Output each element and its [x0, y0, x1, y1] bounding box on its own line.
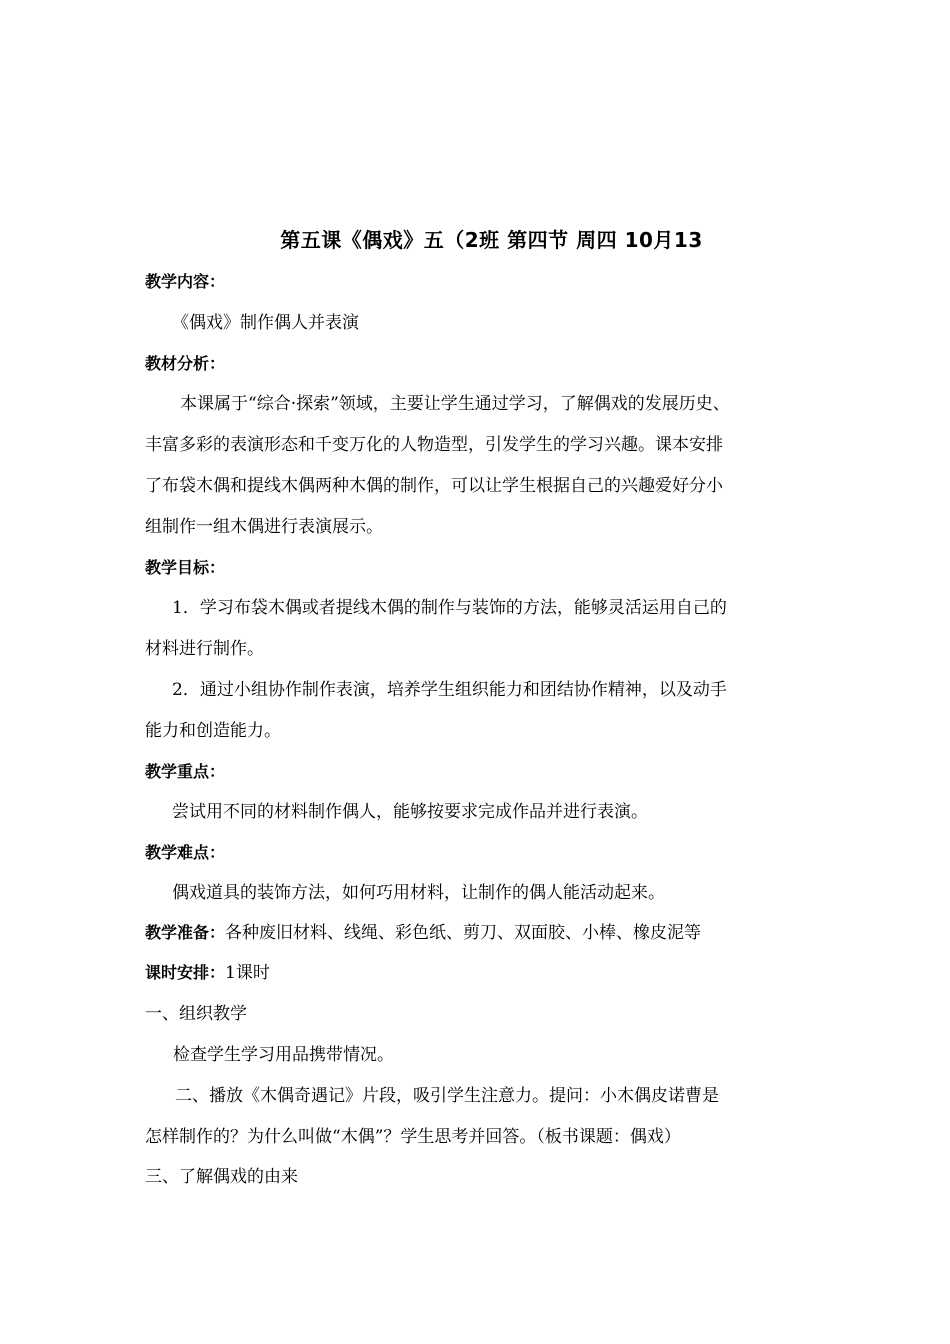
schedule-row: [145, 962, 270, 984]
goals-line: 能力和创造能力。: [145, 721, 281, 741]
goals-line: 2．通过小组协作制作表演，培养学生组织能力和团结协作精神，以及动手: [172, 680, 727, 700]
difficulties-body: 偶戏道具的装饰方法，如何巧用材料，让制作的偶人能活动起来。: [172, 883, 665, 903]
analysis-line: 组制作一组木偶进行表演展示。: [145, 517, 383, 537]
difficulties-heading: 教学难点：: [145, 843, 226, 862]
step-three-heading: 三、了解偶戏的由来: [145, 1167, 298, 1187]
analysis-line: 本课属于“综合·探索”领域，主要让学生通过学习，了解偶戏的发展历史、: [180, 394, 730, 414]
schedule-body: 1课时: [225, 963, 270, 983]
step-two-line: 怎样制作的？为什么叫做“木偶”？学生思考并回答。（板书课题：偶戏）: [145, 1127, 681, 1147]
key-points-heading: 教学重点：: [145, 762, 226, 781]
goals-line: 1．学习布袋木偶或者提线木偶的制作与装饰的方法，能够灵活运用自己的: [172, 598, 727, 618]
preparation-body: 各种废旧材料、线绳、彩色纸、剪刀、双面胶、小棒、橡皮泥等: [225, 923, 702, 943]
goals-line: 材料进行制作。: [145, 639, 264, 659]
schedule-label: 课时安排：: [145, 963, 226, 982]
key-points-body: 尝试用不同的材料制作偶人，能够按要求完成作品并进行表演。: [172, 802, 648, 822]
step-one-body: 检查学生学习用品携带情况。: [173, 1045, 394, 1065]
goals-heading: 教学目标：: [145, 558, 226, 577]
content-heading: 教学内容：: [145, 272, 226, 291]
document-title: 第五课《偶戏》五（2班 第四节 周四 10月13: [280, 228, 703, 252]
content-body: 《偶戏》制作偶人并表演: [172, 313, 359, 333]
analysis-heading: 教材分析：: [145, 354, 226, 373]
preparation-row: [145, 922, 701, 944]
step-two-line: 二、播放《木偶奇遇记》片段，吸引学生注意力。提问：小木偶皮诺曹是: [175, 1086, 719, 1106]
step-one-heading: 一、组织教学: [145, 1004, 247, 1024]
analysis-line: 丰富多彩的表演形态和千变万化的人物造型，引发学生的学习兴趣。课本安排: [145, 435, 723, 455]
analysis-line: 了布袋木偶和提线木偶两种木偶的制作，可以让学生根据自己的兴趣爱好分小: [145, 476, 723, 496]
preparation-label: 教学准备：: [145, 923, 226, 942]
